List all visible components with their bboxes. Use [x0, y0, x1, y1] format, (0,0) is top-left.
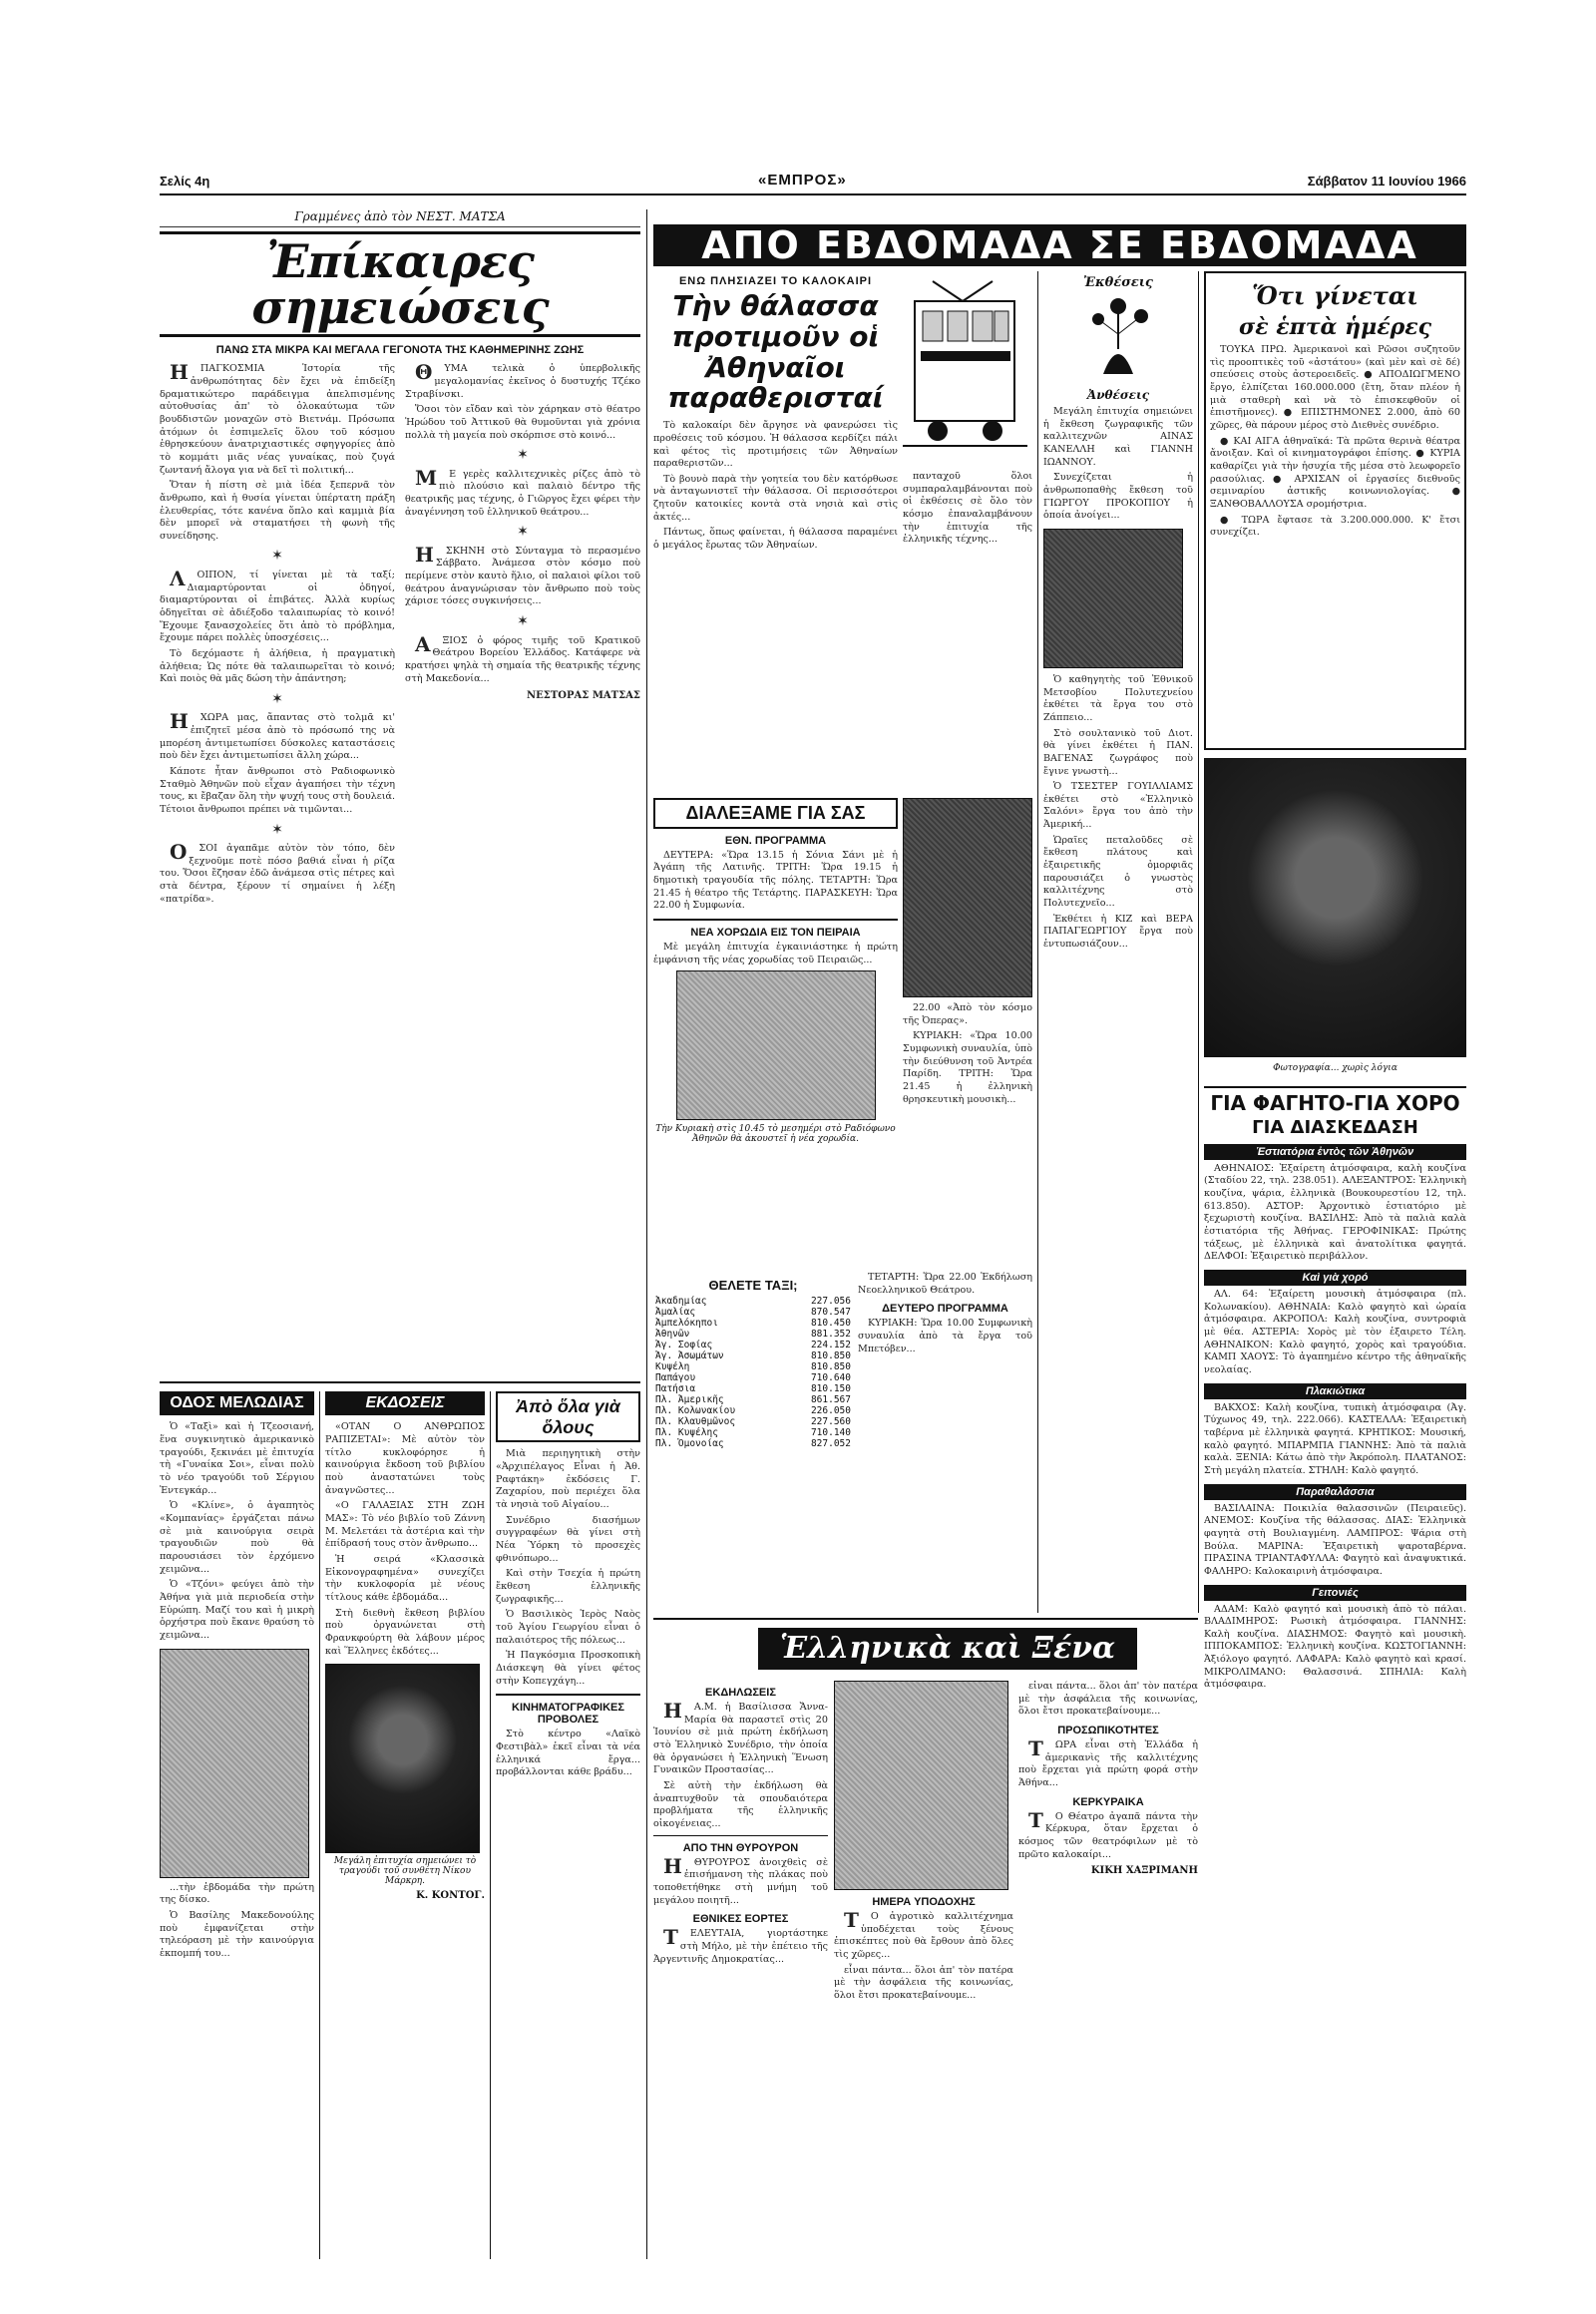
paragraph: Ὁ Βασιλικὸς Ἱερὸς Ναὸς τοῦ Ἁγίου Γεωργίου εἶναι ὁ παλαιότερος τῆς πόλεως... [496, 1609, 640, 1646]
taxi-station-name: Ἀκαδημίας [655, 1296, 707, 1307]
paragraph: Ὡραῖες πεταλοῦδες σὲ ἔκθεση πλάτους καὶ ἐξαιρετικῆς ὀμορφιᾶς παρουσιάζει ὁ γνωστὸς καλλιτέχνης στὸ Πολυτεχνεῖο... [1043, 834, 1193, 910]
taxi-row [653, 1307, 853, 1318]
paragraph: Σὲ αὐτὴ τὴν ἐκδήλωση θὰ ἀναπτυχθοῦν τὰ σπουδαιότερα προβλήματα τῆς ἑλληνικῆς οἰκογένειας... [653, 1779, 828, 1829]
paragraph: ΤΕΛΕΥΤΑΙΑ, γιορτάστηκε στὴ Μήλο, μὲ τὴν ἐπέτειο τῆς Ἀργεντινῆς Δημοκρατίας... [653, 1925, 828, 1965]
column-odos-melodias [160, 1391, 314, 2259]
article-epikaires [160, 209, 640, 1366]
star-divider: ✶ [517, 524, 529, 541]
paragraph: εἶναι πάντα... ὅλοι ἀπ' τὸν πατέρα μὲ τὴν ἀσφάλεια τῆς κοινωνίας, ὅλοι ἔτσι προκατεβαίνουμε... [1018, 1681, 1198, 1718]
paragraph: ...τὴν ἑβδομάδα τὴν πρώτη της δίσκο. [160, 1881, 314, 1906]
taxi-station-phone: 810.850 [810, 1361, 851, 1372]
taxi-row [653, 1361, 853, 1372]
paragraph: Ἐκθέτει ἡ ΚΙΖ καὶ ΒΕΡΑ ΠΑΠΑΓΕΩΡΓΙΟΥ ἔργα ποὺ ἐντυπωσιάζουν... [1043, 913, 1193, 951]
section-head-program-2: ΔΕΥΤΕΡΟ ΠΡΟΓΡΑΜΜΑ [882, 1303, 1008, 1316]
fagito-body-2 [1204, 1289, 1466, 1377]
apo-ola-body [496, 1448, 640, 1688]
column-ellinika-1 [653, 1681, 828, 2259]
xorodia-body [653, 942, 898, 966]
section-head-prosopikotites: ΠΡΟΣΩΠΙΚΟΤΗΤΕΣ [1057, 1724, 1159, 1736]
subsection-xoro: Καὶ γιὰ χορό [1204, 1270, 1466, 1286]
paragraph: Τὸ καλοκαίρι δὲν ἄργησε νὰ φανερώσει τὶς προθέσεις τοῦ κόσμου. Ἡ θάλασσα κερδίζει πάλι καὶ φέτος τὶς προτιμήσεις τῶν Ἀθηναίων παραθεριστῶν... [653, 420, 898, 470]
ellinika-body-6 [1018, 1736, 1198, 1790]
newspaper-name: «ΕΜΠΡΟΣ» [758, 172, 847, 189]
taxi-station-phone: 224.152 [810, 1340, 851, 1350]
taxi-row [653, 1427, 853, 1438]
paragraph: ΑΔΑΜ: Καλὸ φαγητό καὶ μουσικὴ ἀπὸ τὸ πάλαι. ΒΛΑΔΙΜΗΡΟΣ: Ρωσικὴ ἀτμόσφαιρα. ΓΙΑΝΝΗΣ: Καλὴ κουζίνα. ΔΙΑΣΗΜΟΣ: Φαγητὸ καὶ μουσικὴ. ΙΠΠΟΚΑΜΠΟΣ: Ἑλληνικὴ κουζίνα. ΚΩΣΤΟΓΙΑΝΝΗ: Ἀξιόλογο φαγητό. ΛΑΦΑΡΑ: Καλὸ φαγητὸ καὶ κρασί. ΜΙΚΡΟΛΙΜΑΝΟ: Θαλασσινά. ΣΠΗΛΙΑ: Καλὴ ἀτμόσφαιρα. [1204, 1603, 1466, 1691]
article-column-right [405, 360, 640, 909]
paragraph: Ὁ «Ταξὶ» καὶ ἡ Τζεοσιανή, ἕνα συγκινητικὸ ἀμερικανικὸ τραγούδι, ξεκινάει μὲ ἐπιτυχία τὴ «Γυναίκα Σοι», εἶναι πολὺ τὸ νέο τραγούδι τοῦ Σέργιου Ἐντεγκάρ... [160, 1421, 314, 1496]
paragraph: ΑΛ. 64: Ἐξαίρετη μουσικὴ ἀτμόσφαιρα (πλ. Κολωνακίου). ΑΘΗΝΑΙΑ: Καλὸ φαγητὸ καὶ ὡραία ἀτμόσφαιρα. ΑΚΡΟΠΟΛ: Καλὴ κουζίνα, συντροφιὰ μὲ θέα. ΑΣΤΕΡΙΑ: Χορὸς μὲ τὸν ἐξαιρετο Τέλη. ΑΘΗΝΑΙΚΟΝ: Καλὸ φαγητό, χορὸς καὶ τραγούδια. ΚΑΜΠ ΧΑΟΥΣ: Τὸ ἀγαπημένο κέντρο τῆς ἀθηναϊκῆς νεολαίας. [1204, 1289, 1466, 1375]
ekthesis-body-2 [1043, 674, 1193, 952]
paragraph: Ἡ σειρά «Κλασσικὰ Εἰκονογραφημένα» συνεχίζει τὴν κυκλοφορία μὲ νέους τίτλους κάθε ἑβδομάδα... [325, 1553, 485, 1603]
taxi-row [653, 1372, 853, 1383]
paragraph: ● ΚΑΙ ΑΙΓΑ ἀθηναϊκά: Τὰ πρῶτα θερινὰ θέατρα ἄνοιξαν. Καὶ οἱ κινηματογράφοι ἐπίσης. ● ΚΥΡΙΑ καθαρίζει γιὰ τὴν ἡσυχία τῆς μέσα στὸ λεωφορεῖο ρασούλιας. ● ΑΡΧΙΣΑΝ οἱ ἐργασίες διεθνοῦς σεμιναρίου ἀστικῆς κοινωνιολογίας. ● ΞΑΝΘΟΒΑΛΛΟΥΣΑ σρομήστρια. [1210, 435, 1460, 510]
composer-portrait-photo [325, 1664, 480, 1853]
section-head-ekdoseis: ΕΚΔΟΣΕΙΣ [325, 1391, 485, 1415]
dialeksame-body [653, 850, 898, 913]
paragraph: ΤΟ ἀγροτικὸ καλλιτέχνημα ὑποδέχεται τοὺς ξένους ἐπισκέπτες ποὺ θὰ ἔρθουν ἀπὸ ὅλες τὶς χῶρες... [834, 1908, 1013, 1960]
section-head-xorodia: ΝΕΑ ΧΟΡΩΔΙΑ ΕΙΣ ΤΟΝ ΠΕΙΡΑΙΑ [690, 926, 861, 939]
taxi-station-name: Πλ. Ὁμονοίας [655, 1438, 724, 1449]
taxi-station-phone: 881.352 [810, 1329, 851, 1340]
paragraph: ΒΑΣΙΛΑΙΝΑ: Ποικιλία θαλασσινῶν (Πειραιεῦς). ΑΝΕΜΟΣ: Κουζίνα τῆς θάλασσας. ΔΙΑΣ: Ἑλληνικὰ φαγητὰ στὴ Βουλιαγμένη. ΛΑΜΠΡΟΣ: Ψάρια στὴ Βούλα. ΜΑΡΙΝΑ: Ἐξαιρετικὴ ψαροταβέρνα. ΠΡΑΣΙΝΑ ΤΡΙΑΝΤΑΦΥΛΛΑ: Φαγητὸ καὶ ἀναψυκτικά. ΦΑΛΗΡΟ: Καλοκαιρινὴ ἀτμόσφαιρα. [1204, 1502, 1466, 1577]
photo-caption: Τὴν Κυριακὴ στὶς 10.45 τὸ μεσημέρι στὸ Ραδιόφωνο Ἀθηνῶν θὰ ἀκουστεῖ ἡ νέα χορωδία. [655, 1124, 896, 1145]
taxi-row [653, 1296, 853, 1307]
ellinika-body-1 [653, 1699, 828, 1831]
taxi-station-phone: 827.052 [810, 1438, 851, 1449]
paragraph: ΗΘΥΡΟΥΡΟΣ ἀνοιχθεὶς σὲ ἐπισήμανση τὴς πλάκας ποὺ τοποθετήθηκε στὴ μνήμη τοῦ μεγάλου ποιητῆ... [653, 1853, 828, 1906]
subsection-paralasia: Παραθαλάσσια [1204, 1484, 1466, 1500]
ellinika-body-3 [653, 1925, 828, 1966]
column-fagito [1204, 1082, 1466, 2259]
tram-illustration [903, 271, 1027, 461]
landscape-photo [1043, 529, 1183, 668]
program-body [903, 1002, 1032, 1109]
odos-body-tail [160, 1882, 314, 1961]
paragraph: Πάντως, ὅπως φαίνεται, ἡ θάλασσα παραμένει ὁ μεγάλος ἔρωτας τῶν Ἀθηναίων. [653, 527, 898, 552]
column-rule [646, 209, 647, 2259]
taxi-station-phone: 227.056 [810, 1296, 851, 1307]
article-title: Τὴν θάλασσα προτιμοῦν οἱ Ἀθηναῖοι παραθερισταί [667, 289, 884, 415]
box-title: Ὅτι γίνεται [1252, 281, 1418, 310]
paragraph: «Ο ΓΑΛΑΞΙΑΣ ΣΤΗ ΖΩΗ ΜΑΣ»: Τὸ νέο βιβλίο τοῦ Ζάννη Μ. Μελετάει τὰ ἀστέρια καὶ τὴν ἐπίδρασή τους στὸν ἄνθρωπο... [325, 1500, 485, 1550]
star-divider: ✶ [517, 613, 529, 630]
paragraph: Ἡ Παγκόσμια Προσκοπικὴ Διάσκεψη θὰ γίνει φέτος στὴν Κοπεγχάγη... [496, 1650, 640, 1687]
taxi-station-name: Ἀμαλίας [655, 1307, 696, 1318]
box-body [1210, 344, 1460, 540]
taxi-row [653, 1438, 853, 1449]
tram-column [903, 271, 1032, 790]
paragraph: Τὸ δεχόμαστε ἡ ἀλήθεια, ἡ πραγματικὴ ἀλήθεια; Ὡς πότε θὰ ταλαιπωρεῖται τὸ κοινό; Καὶ ποιὸς θὰ μᾶς δώση τὴν ἀπάντηση; [160, 647, 395, 685]
taxi-station-name: Ἁγ. Σοφίας [655, 1340, 713, 1350]
column-rule [319, 1391, 320, 2259]
article-subhead: ΠΑΝΩ ΣΤΑ ΜΙΚΡΑ ΚΑΙ ΜΕΓΑΛΑ ΓΕΓΟΝΟΤΑ ΤΗΣ ΚΑΘΗΜΕΡΙΝΗΣ ΖΩΗΣ [215, 344, 585, 356]
paragraph: ΑΘΗΝΑΙΟΣ: Ἐξαίρετη ἀτμόσφαιρα, καλὴ κουζίνα (Σταδίου 22, τηλ. 238.051). ΑΛΕΞΑΝΤΡΟΣ: Ἑλληνικὴ κουζίνα, ψάρια, ἑλληνικὰ (Βουκουρεστίου 12, τηλ. 613.850). ΑΣΤΟΡ: Ἀρχοντικὸ ἑστιατόριο μὲ ξεχωριστὴ κουζίνα. ΒΑΣΙΛΗΣ: Ἀπὸ τὰ παλιὰ καλὰ ἑστιατόρια τῆς Ἀθήνας. ΓΕΡΟΦΙΝΙΚΑΣ: Πρώτης τάξεως, μὲ ἑλληνικὰ καὶ ἀνατολίτικα φαγητά. ΔΕΛΦΟΙ: Ἐξαιρετικὸ περιβάλλον. [1204, 1162, 1466, 1263]
section-head-ellinika: Ἑλληνικὰ καὶ Ξένα [758, 1628, 1137, 1670]
paragraph: ΚΥΡΙΑΚΗ: «Ὥρα 10.00 Συμφωνικὴ συναυλία, ὑπὸ τὴν διεύθυνση τοῦ Ἀντρέα Παρίδη. ΤΡΙΤΗ: Ὥρα 21.45 ἡ ἐλληνικὴ θρησκευτικὴ μουσικὴ... [903, 1030, 1032, 1105]
ekdoseis-body [325, 1421, 485, 1658]
taxi-station-phone: 226.050 [810, 1405, 851, 1416]
paragraph: ΛΟΙΠΟΝ, τί γίνεται μὲ τὰ ταξί; Διαμαρτύρονται οἱ ὁδηγοί, διαμαρτύρονται οἱ ἐπιβάτες. Ἀλλὰ κυρίως ὁδηγεῖται σὲ ἀδιέξοδο ταλαιπωρίας τὸ κοινό! Ἔχουμε ξανασχολείες ὅτι ἀπὸ τὸ πρόβλημα, ἔχουμε πάρει πολλὲς ὑποσχέσεις... [160, 566, 395, 644]
taxi-row [653, 1416, 853, 1427]
odos-body [160, 1421, 314, 1642]
section-head-taxi: ΘΕΛΕΤΕ ΤΑΞΙ; [708, 1278, 798, 1293]
fagito-body-3 [1204, 1402, 1466, 1478]
taxi-station-name: Ἀμπελόκηποι [655, 1318, 718, 1329]
section-rule [160, 1381, 640, 1383]
subsection-geitonies: Γειτονιές [1204, 1585, 1466, 1601]
paragraph: Στὴ διεθνὴ ἔκθεση βιβλίου ποὺ ὀργανώνεται στὴ Φρανκφούρτη θὰ λάβουν μέρος καὶ Ἕλληνες ἐκδότες... [325, 1607, 485, 1657]
tram-body [903, 471, 1032, 547]
taxi-row [653, 1340, 853, 1350]
paragraph: Στὸ σουλτανικὸ τοῦ Διοτ. θὰ γίνει ἐκθέτει ἡ ΠΑΝ. ΒΑΓΕΝΑΣ ζωγράφος ποὺ ἔγινε γνωστὴ... [1043, 727, 1193, 777]
taxi-station-name: Κυψέλη [655, 1361, 690, 1372]
issue-date: Σάββατον 11 Ιουνίου 1966 [1307, 174, 1466, 189]
subsection-plakiotika: Πλακιώτικα [1204, 1383, 1466, 1399]
taxi-station-name: Ἀθηνῶν [655, 1329, 690, 1340]
paragraph: Ὅσοι τὸν εἴδαν καὶ τὸν χάρηκαν στὸ θέατρο Ἡρώδου τοῦ Ἀττικοῦ θὰ θυμοῦνται γιὰ χρόνια πολλὰ τὴ μαγεία ποὺ σκόρπισε στὸ κοινό... [405, 404, 640, 441]
divider [653, 1835, 828, 1836]
column-dialeksame [653, 798, 898, 1267]
paragraph: Συνεχίζεται ἡ ἀνθρωποπαθὴς ἔκθεση τοῦ ΓΙΩΡΓΟΥ ΠΡΟΚΟΠΙΟΥ ἡ ὁποία ἀνοίγει... [1043, 472, 1193, 522]
taxi-station-phone: 810.450 [810, 1318, 851, 1329]
paragraph: Ὁ «Τζόνι» φεύγει ἀπὸ τὴν Ἀθήνα γιὰ μιὰ περιοδεία στὴν Εὐρώπη. Μαζί του καὶ ἡ μικρὴ ὀρχήστρα ποὺ ἔκανε θραύση τὸ χειμῶνα... [160, 1579, 314, 1641]
taxi-row [653, 1350, 853, 1361]
divider [496, 1694, 640, 1696]
taxi-station-phone: 861.567 [810, 1394, 851, 1405]
taxi-station-phone: 870.547 [810, 1307, 851, 1318]
article-title: Ἐπίκαιρες σημειώσεις [160, 231, 640, 337]
paragraph: ΘΥΜΑ τελικὰ ὁ ὑπερβολικῆς μεγαλομανίας ἐκεῖνος ὁ δυστυχής Τζέκο Στραβίνσκι. [405, 360, 640, 400]
taxi-station-name: Παπάγου [655, 1372, 696, 1383]
star-divider: ✶ [517, 447, 529, 464]
section-head-kinimatografikes: ΚΙΝΗΜΑΤΟΓΡΑΦΙΚΕΣ ΠΡΟΒΟΛΕΣ [512, 1702, 624, 1727]
section-subhead: Ἀνθέσεις [1086, 388, 1150, 402]
taxi-row [653, 1318, 853, 1329]
section-head-thyrouros: ΑΠΟ ΤΗΝ ΘΥΡΟΥΡΟΝ [682, 1841, 799, 1854]
paragraph: ΔΕΥΤΕΡΑ: «Ὥρα 13.15 ἡ Σόνια Σάνι μὲ ἡ Ἀγάπη τῆς Λατινῆς. ΤΡΙΤΗ: Ὥρα 19.15 ἡ δημοτικὴ τραγουδία τῆς πόλης. ΤΕΤΑΡΤΗ: Ὥρα 21.45 ἡ θέατρο τῆς Τετάρτης. ΠΑΡΑΣΚΕΥΗ: Ὥρα 22.00 ἡ Συμφωνία. [653, 849, 898, 912]
paragraph: ΚΥΡΙΑΚΗ: Ὥρα 10.00 Συμφωνικὴ συναυλία ἀπὸ τὰ ἔργα τοῦ Μπετόβεν... [858, 1318, 1032, 1354]
paragraph: Ὅταν ἡ πίστη σὲ μιὰ ἰδέα ξεπερνᾶ τὸν ἄνθρωπο, καὶ ἡ θυσία γίνεται ὑπέρτατη πράξη ἐλευθερίας, τότε κανένα ὅπλο καὶ καμμιὰ βία δὲν μπορεῖ νὰ σταματήσει τὴ φωνὴ τῆς συνείδησης. [160, 480, 395, 542]
fagito-body-1 [1204, 1163, 1466, 1264]
ellinika-body-5 [1018, 1681, 1198, 1719]
paragraph: Ὁ ΤΣΕΣΤΕΡ ΓΟΥΙΛΛΙΑΜΣ ἐκθέτει στὸ «Ἑλληνικὸ Σαλόνι» ἔργα του ἀπὸ τὴν Ἀμερική... [1043, 781, 1193, 831]
photo-caption: Φωτογραφία... χωρὶς λόγια [1273, 1063, 1397, 1073]
column-ekthesis [1043, 271, 1193, 1613]
ellinika-body-4 [834, 1908, 1013, 2003]
taxi-station-phone: 710.140 [810, 1427, 851, 1438]
article-column-left [160, 360, 395, 909]
paragraph: Μὲ μεγάλη ἐπιτυχία ἐγκαινιάστηκε ἡ πρώτη ἐμφάνιση τῆς νέας χορωδίας τοῦ Πειραιῶς... [653, 941, 898, 965]
taxi-station-name: Πατήσια [655, 1383, 696, 1394]
column-taxi [653, 1272, 853, 1611]
paragraph: ΤΕΤΑΡΤΗ: Ὥρα 22.00 Ἐκδήλωση Νεοελληνικοῦ Θεάτρου. [858, 1272, 1032, 1296]
page-number: Σελίς 4η [160, 174, 210, 189]
taxi-phone-table [653, 1296, 853, 1449]
section-banner: ΑΠΟ ΕΒΔΟΜΑΔΑ ΣΕ ΕΒΔΟΜΑΔΑ [653, 224, 1466, 266]
paragraph: Κάποτε ἦταν ἄνθρωποι στὸ Ραδιοφωνικὸ Σταθμὸ Ἀθηνῶν ποὺ εἶχαν ἀγαπήσει τὴν τέχνη τους, κι ἔβαζαν ὅλη τὴν ψυχή τους στὴ δουλειά. Τέτοιοι ἄνθρωποι πρέπει νὰ τιμῶνται... [160, 765, 395, 815]
running-header [160, 172, 1466, 195]
paragraph: ● ΤΩΡΑ ἔφτασε τὰ 3.200.000.000. Κ' ἔτσι συνεχίζει. [1210, 514, 1460, 539]
paragraph: Τὸ βουνὸ παρὰ τὴν γοητεία του δὲν κατόρθωσε νὰ ἀνταγωνιστεῖ τὴν θάλασσα. Οἱ περισσότεροι ζητοῦν κατοικίες κοντὰ στὰ νησιὰ καὶ στὶς ἀκτές... [653, 473, 898, 523]
taxi-row [653, 1329, 853, 1340]
woman-portrait-photo [676, 970, 876, 1120]
taxi-row [653, 1383, 853, 1394]
section-head-odos: ΟΔΟΣ ΜΕΛΩΔΙΑΣ [160, 1391, 314, 1415]
article-byline: Γραμμένες ἀπὸ τὸν ΝΕΣΤ. ΜΑΤΣΑ [160, 209, 640, 227]
paragraph: Ὁ καθηγητὴς τοῦ Ἐθνικοῦ Μετσοβίου Πολυτεχνείου ἐκθέτει τὰ ἔργα του στὸ Ζάππειο... [1043, 673, 1193, 723]
section-head-ekdiloseis: ΕΚΔΗΛΩΣΕΙΣ [705, 1687, 776, 1699]
column-program-tail [858, 1272, 1032, 1611]
fagito-body-4 [1204, 1503, 1466, 1579]
paragraph: ΟΣΟΙ ἀγαπᾶμε αὐτὸν τὸν τόπο, δὲν ξεχνοῦμε ποτὲ πόσο βαθιά εἶναι ἡ ρίζα του. Ὅσοι ἔζησαν ἐδῶ ἀνάμεσα στὶς πέτρες καὶ στὰ δέντρα, ξέρουν τί σημαίνει ἡ λέξη «πατρίδα». [160, 840, 395, 905]
kinimatografikes-body [496, 1729, 640, 1779]
section-head-ethnikes: ΕΘΝΙΚΕΣ ΕΟΡΤΕΣ [692, 1913, 789, 1926]
night-city-photo [1204, 758, 1466, 1057]
fagito-body-5 [1204, 1604, 1466, 1693]
paragraph: εἶναι πάντα... ὅλοι ἀπ' τὸν πατέρα μὲ τὴν ἀσφάλεια τῆς κοινωνίας, ὅλοι ἔτσι προκατεβαίνουμε... [834, 1964, 1013, 2001]
column-signature: Κ. ΚΟΝΤΟΓ. [416, 1890, 485, 1902]
column-rule [1198, 271, 1199, 1613]
taxi-station-phone: 710.640 [810, 1372, 851, 1383]
flower-vase-illustration [1063, 294, 1173, 384]
paragraph: Ὁ «Κλίνε», ὁ ἀγαπητὸς «Κομπανίας» ἐργάζεται πάνω σὲ μιὰ καινούργια σειρὰ τραγουδιῶν ποὺ θὰ παρουσιάσει τὸν ἐρχόμενο χειμῶνα... [160, 1500, 314, 1575]
paragraph: ΗΑ.Μ. ἡ Βασίλισσα Ἄννα-Μαρία θὰ παραστεῖ στὶς 20 Ἰουνίου σὲ μιὰ πρώτη ἐκδήλωση στὸ Ἑλληνικὸ Συνέδριο, τὴν ὁποία θὰ ὀργανώσει ἡ Ἑλληνικὴ Ἕνωση Γυναικῶν Προστασίας... [653, 1699, 828, 1776]
section-rule [653, 1618, 1198, 1620]
paragraph: ΤΟ Θέατρο ἀγαπᾶ πάντα τὴν Κέρκυρα, ὅταν ἔρχεται ὁ κόσμος τῶν θεατρόφιλων μὲ τὸ πρῶτο καλοκαίρι... [1018, 1807, 1198, 1860]
column-signature: ΚΙΚΗ ΧΑΞΡΙΜΑΝΗ [1090, 1865, 1198, 1877]
paragraph: πανταχοῦ ὅλοι συμπαραλαμβάνονται ποὺ οἱ ἐκθέσεις σὲ ὅλο τὸν κόσμο ἐπαναλαμβάνουν τὴν ἐπιτυχία τῆς ἑλληνικῆς τέχνης... [903, 471, 1032, 546]
program-tail [858, 1272, 1032, 1297]
paragraph: Μεγάλη ἐπιτυχία σημειώνει ἡ ἔκθεση ζωγραφικῆς τῶν καλλιτεχνῶν ΑΙΝΑΣ ΚΑΝΕΛΛΗ καὶ ΓΙΑΝΝΗ ΙΩΑΝΝΟΥ. [1043, 406, 1193, 468]
taxi-station-name: Πλ. Ἀμερικῆς [655, 1394, 724, 1405]
paragraph: ΗΠΑΓΚΟΣΜΙΑ Ἱστορία τῆς ἀνθρωπότητας δὲν ἔχει νὰ ἐπιδείξη δραματικώτερο παράδειγμα ἀπελπισμένης αὐτοθυσίας ἀπ' τὸ ὁλοκαύτωμα τῶν βουδδιστῶν μοναχῶν στὸ Βιετνάμ. Πρόσωπα ἀτόμων ὁι ἐσπιμελεῖς ὅλου τοῦ κόσμου ἐθρησκεύουν ἀνατριχιαστικές σφηγγορίες ἀπὸ τὸ κομμάτι μιᾶς νέας γυναίκας, ποὺ ζυγά ζωντανή ἄλογα για νὰ δεῖ τὶ πολιτική... [160, 360, 395, 476]
ellinika-body-7 [1018, 1807, 1198, 1862]
star-divider: ✶ [271, 548, 283, 565]
taxi-station-name: Πλ. Κλαυθμῶνος [655, 1416, 736, 1427]
column-apo-ola [496, 1391, 640, 2259]
paragraph: ΤΟΥΚΑ ΠΡΩ. Ἀμερικανοὶ καὶ Ρῶσοι συζητοῦν τὶς προοπτικὲς τοῦ «ἀστάτου» (καὶ μὲν καὶ σὲ δέ) σπεύσεις στοὺς ἀστεροειδεῖς. ● ΑΠΟΔΙΩΓΜΕΝΟ ἔργο, ἐλπίζεται 160.000.000 (ἔτη, ὅταν πλέον ἡ μιὰ σταθερὴ καὶ νὰ τὸ ἐπισκεφθοῦν οἱ ἐπιστῆμονες). ● ΕΠΙΣΤΗΜΟΝΕΣ 2.000, ἀπὸ 60 χῶρες, θὰ πάρουν μέρος στὸ Διεθνὲς συνέδριο. [1210, 344, 1460, 431]
box-oti-ginetai [1204, 271, 1466, 750]
program-2-body [858, 1318, 1032, 1355]
column-ellinika-2 [834, 1681, 1013, 2259]
paragraph: ΜΕ γερὲς καλλιτεχνικὲς ρίζες ἀπὸ τὸ πιὸ πλούσιο καὶ παλαιὸ δέντρο τῆς θεατρικῆς μας τέχνης, ὁ Γιῶργος ἔχει φέρει τὴν ἀναγέννηση τοῦ ἑλληνικοῦ θεάτρου... [405, 465, 640, 518]
paragraph: ΤΩΡΑ εἶναι στὴ Ἑλλάδα ἡ ἀμερικανὶς τῆς καλλιτέχνης ποὺ ἔρχεται γιὰ πρώτη φορά στὴν Ἀθήνα... [1018, 1736, 1198, 1788]
paragraph: «ΟΤΑΝ Ο ΑΝΘΡΩΠΟΣ ΡΑΠΙΖΕΤΑΙ»: Μὲ αὐτὸν τὸν τίτλο κυκλοφόρησε ἡ καινούργια ἔκδοση τοῦ βιβλίου ποὺ ἀναστατώνει τοὺς ἀναγνῶστες... [325, 1421, 485, 1496]
taxi-station-name: Πλ. Κολωνακίου [655, 1405, 736, 1416]
taxi-station-phone: 227.560 [810, 1416, 851, 1427]
woman-smiling-photo [834, 1681, 1008, 1890]
taxi-station-phone: 810.150 [810, 1383, 851, 1394]
paragraph: Στὸ κέντρο «Λαϊκὸ Φεστιβὰλ» ἐκεῖ εἶναι τὰ νέα ἑλληνικά ἔργα... προβάλλονται κάθε βράδυ... [496, 1729, 640, 1778]
article-thalassa [653, 271, 898, 790]
taxi-station-name: Ἁγ. Ἀσωμάτων [655, 1350, 724, 1361]
article-body [653, 420, 898, 553]
paragraph: ΗΣΚΗΝΗ στὸ Σύνταγμα τὸ περασμένο Σάββατο. Ἀνάμεσα στὸν κόσμο ποὺ περίμενε στὸν καυτὸ ἥλιο, οἱ παλαιοὶ φίλοι τοῦ θεάτρου ἀναγνώρισαν τὸν ἄνθρωπο ποὺ τοὺς χάρισε τόσες συγκινήσεις... [405, 542, 640, 607]
paragraph: Ὁ Βασίλης Μακεδονούλης ποὺ ἐμφανίζεται στὴν τηλεόραση μὲ τὴν καινούργια ἐκπομπή του... [160, 1909, 314, 1959]
section-head-apo-ola: Ἀπὸ ὅλα γιὰ ὅλους [496, 1391, 640, 1442]
paragraph: Συνέδριο διασήμων συγγραφέων θὰ γίνει στὴ Νέα Ὑόρκη τὸ προσεχὲς φθινόπωρο... [496, 1514, 640, 1564]
paragraph: 22.00 «Ἀπὸ τὸν κόσμο τῆς Ὀπερας». [903, 1002, 1032, 1026]
article-signature: ΝΕΣΤΟΡΑΣ ΜΑΤΣΑΣ [527, 690, 640, 702]
paragraph: ΒΑΚΧΟΣ: Καλὴ κουζίνα, τυπικὴ ἀτμόσφαιρα (Ἀγ. Τύχωνος 49, τηλ. 222.066). ΚΑΣΤΕΛΛΑ: Ἐξαιρετικὴ ταβέρνα μὲ ἑλληνικὰ φαγητά. ΚΡΗΤΙΚΟΣ: Μουσική, καλὸ φαγητό. ΜΠΑΡΜΠΑ ΓΙΑΝΝΗΣ: Ἀπὸ τὰ παλιὰ καλὰ. ΞΕΝΙΑ: Κάτω ἀπὸ τὴν Ἀκρόπολη. ΠΛΑΤΑΝΟΣ: Στὴ μεγάλη πλατεία. ΣΤΗΛΗ: Καλὸ φαγητό. [1204, 1401, 1466, 1476]
column-rule [1037, 271, 1038, 1613]
section-head-kerkyraika: ΚΕΡΚΥΡΑΙΚΑ [1072, 1795, 1144, 1808]
landscape-photo-2 [903, 798, 1032, 997]
taxi-station-name: Πλ. Κυψέλης [655, 1427, 718, 1438]
section-head-dialeksame: ΔΙΑΛΕΞΑΜΕ ΓΙΑ ΣΑΣ [653, 798, 898, 829]
paragraph: ΑΞΙΟΣ ὁ φόρος τιμῆς τοῦ Κρατικοῦ Θεάτρου Βορείου Ἑλλάδος. Κατάφερε νὰ κρατήσει ψηλὰ τὴ σημαία τῆς θεατρικῆς τέχνης στὴ Μακεδονία... [405, 631, 640, 684]
column-ekdoseis [325, 1391, 485, 2259]
star-divider: ✶ [271, 690, 283, 707]
taxi-row [653, 1405, 853, 1416]
paragraph: ΗΧΩΡΑ μας, ἄπαντας στὸ τολμᾶ κι' ἐπιζητεῖ μέσα ἀπὸ τὸ πρόσωπό της νὰ μπορέση ἀντιμετωπίσει δύσκολες καταστάσεις ποὺ δὲν ἔχει ἀντιμετωπίσει ἄλλη χώρα... [160, 709, 395, 762]
star-divider: ✶ [271, 821, 283, 838]
paragraph: Καὶ στὴν Τσεχία ἡ πρώτη ἔκθεση ἑλληνικῆς ζωγραφικῆς... [496, 1568, 640, 1605]
taxi-row [653, 1394, 853, 1405]
ekthesis-body [1043, 406, 1193, 523]
paragraph: Μιὰ περιηγητικὴ στὴν «Ἀρχιπέλαγος Εἶναι ἡ Ἀθ. Ραφτάκη» ἐκδόσεις Γ. Ζαχαρίου, ποὺ περιέχει ὅλα τὰ νησιὰ τοῦ Αἰγαίου... [496, 1448, 640, 1510]
subsection-estiatoria: Ἑστιατόρια ἐντὸς τῶν Ἀθηνῶν [1204, 1144, 1466, 1160]
taxi-station-phone: 810.850 [810, 1350, 851, 1361]
photo-caption: Μεγάλη ἐπιτυχία σημειώνει τὸ τραγούδι τοῦ συνθέτη Νίκου Μάρκρη. [333, 1856, 477, 1887]
section-head-ekthesis: Ἐκθέσεις [1083, 275, 1153, 290]
ellinika-body-2 [653, 1853, 828, 1908]
divider [653, 919, 898, 921]
column-rule [490, 1391, 491, 2259]
program-subhead: ΕΘΝ. ΠΡΟΓΡΑΜΜΑ [724, 834, 827, 847]
singer-portrait-photo [160, 1649, 309, 1878]
section-subtitle-fagito: ΓΙΑ ΔΙΑΣΚΕΔΑΣΗ [1252, 1117, 1418, 1138]
article-kicker: ΕΝΩ ΠΛΗΣΙΑΖΕΙ ΤΟ ΚΑΛΟΚΑΙΡΙ [678, 275, 873, 287]
column-ellinika-3 [1018, 1681, 1198, 2259]
section-title-fagito: ΓΙΑ ΦΑΓΗΤΟ-ΓΙΑ ΧΟΡΟ [1204, 1086, 1466, 1114]
box-subtitle: σὲ ἑπτὰ ἡμέρες [1239, 314, 1431, 340]
section-head-imera: ΗΜΕΡΑ ΥΠΟΔΟΧΗΣ [872, 1896, 976, 1908]
